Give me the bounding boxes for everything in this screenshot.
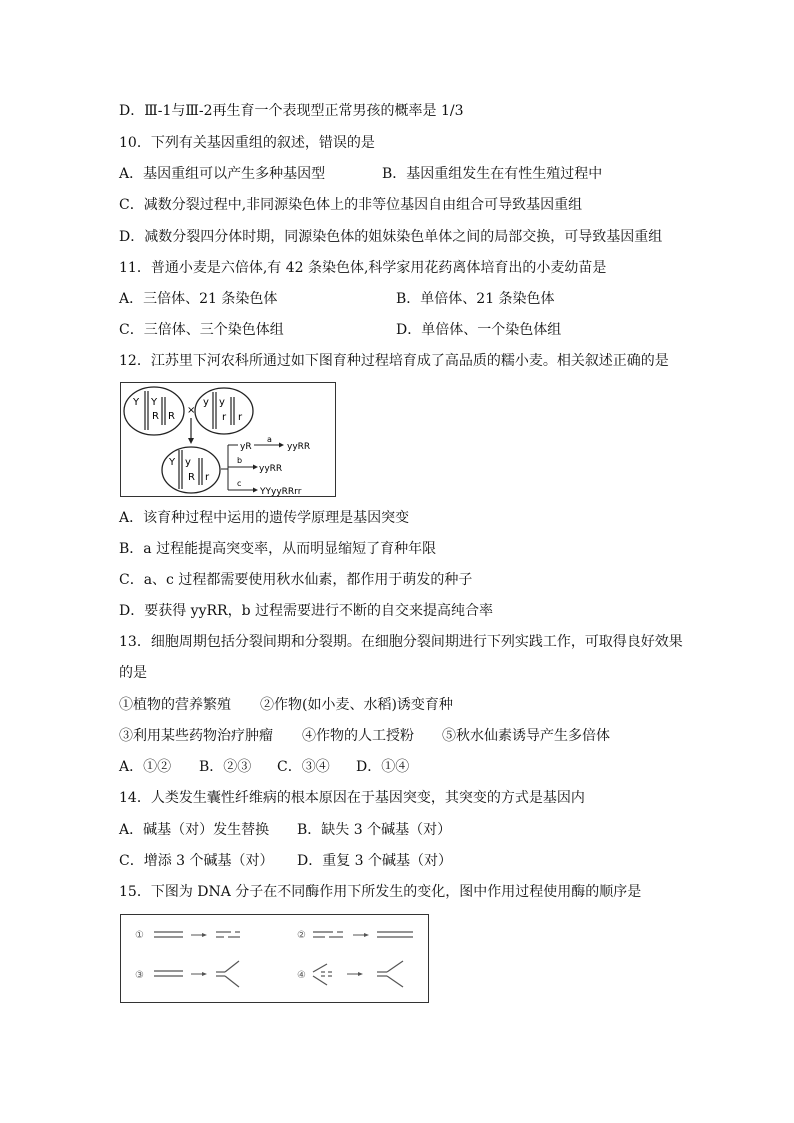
q10-option-a: A．基因重组可以产生多种基因型 <box>119 166 326 182</box>
label-2: ② <box>297 930 306 941</box>
f1-bottom-allele-r: r <box>205 472 210 483</box>
q13-item-4: ④作物的人工授粉 <box>302 728 414 744</box>
q12-option-d: D．要获得 yyRR，b 过程需要进行不断的自交来提高纯合率 <box>119 603 493 619</box>
q11-option-c: C．三倍体、三个染色体组 <box>119 322 284 338</box>
q12-option-c: C．a、c 过程都需要使用秋水仙素，都作用于萌发的种子 <box>119 572 473 588</box>
p2-top-allele: y <box>203 397 209 408</box>
label-3: ③ <box>135 970 144 981</box>
label-1: ① <box>135 930 144 941</box>
q13-option-c: C．③④ <box>277 759 330 775</box>
q11-option-b: B．单倍体、21 条染色体 <box>396 291 555 307</box>
q13-item-3: ③利用某些药物治疗肿瘤 <box>119 728 273 744</box>
path-a-label: a <box>267 435 272 444</box>
breeding-diagram-svg <box>121 383 335 496</box>
q11-option-a: A．三倍体、21 条染色体 <box>119 291 278 307</box>
f1-top-allele-r: y <box>185 457 191 468</box>
label-4: ④ <box>297 970 306 981</box>
parent2-cell <box>195 388 253 434</box>
q10-stem: 10．下列有关基因重组的叙述，错误的是 <box>119 135 375 151</box>
q14-option-b: B．缺失 3 个碱基（对） <box>297 822 452 838</box>
q10-option-b: B．基因重组发生在有性生殖过程中 <box>382 166 603 182</box>
q12-stem: 12．江苏里下河农科所通过如下图育种过程培育成了高品质的糯小麦。相关叙述正确的是 <box>119 353 669 369</box>
path-a-start: yR <box>240 442 252 452</box>
q13-item-5: ⑤秋水仙素诱导产生多倍体 <box>442 728 610 744</box>
q13-option-a: A．①② <box>119 759 172 775</box>
p2-top-allele-r: y <box>219 397 225 408</box>
q13-item-1: ①植物的营养繁殖 <box>119 697 231 713</box>
dna-enzyme-diagram <box>120 914 429 1003</box>
p2-bottom-allele-r: r <box>238 412 243 423</box>
q14-stem: 14．人类发生囊性纤维病的根本原因在于基因突变，其突变的方式是基因内 <box>119 790 585 806</box>
p1-bottom-allele-r: R <box>168 411 175 422</box>
q11-stem: 11．普通小麦是六倍体,有 42 条染色体,科学家用花药离体培育出的小麦幼苗是 <box>119 260 607 276</box>
q13-stem-line2: 的是 <box>119 665 147 681</box>
dna-enzyme-diagram-svg <box>121 915 428 1002</box>
q13-option-d: D．①④ <box>356 759 410 775</box>
path-c-label: c <box>237 479 242 488</box>
q13-stem-line1: 13．细胞周期包括分裂间期和分裂期。在细胞分裂间期进行下列实践工作，可取得良好效果 <box>119 634 683 650</box>
p2-bottom-allele: r <box>222 412 227 423</box>
q14-option-a: A．碱基（对）发生替换 <box>119 822 270 838</box>
q10-option-d: D．减数分裂四分体时期，同源染色体的姐妹染色单体之间的局部交换，可导致基因重组 <box>119 229 663 245</box>
q15-stem: 15．下图为 DNA 分子在不同酶作用下所发生的变化，图中作用过程使用酶的顺序是 <box>119 884 642 900</box>
q11-option-d: D．单倍体、一个染色体组 <box>396 322 562 338</box>
p1-top-allele-r: Y <box>151 397 158 408</box>
q10-option-c: C．减数分裂过程中,非同源染色体上的非等位基因自由组合可导致基因重组 <box>119 197 583 213</box>
f1-top-allele: Y <box>169 457 176 468</box>
path-b-result: yyRR <box>259 464 283 474</box>
q14-option-d: D．重复 3 个碱基（对） <box>297 853 453 869</box>
q12-option-a: A．该育种过程中运用的遗传学原理是基因突变 <box>119 510 410 526</box>
breeding-diagram <box>120 382 336 497</box>
f1-cell <box>162 447 220 493</box>
path-a-result: yyRR <box>287 442 311 452</box>
f1-bottom-allele: R <box>188 472 195 483</box>
q13-item-2: ②作物(如小麦、水稻)诱变育种 <box>260 697 453 713</box>
q14-option-c: C．增添 3 个碱基（对） <box>119 853 274 869</box>
q9-option-d: D．Ⅲ-1与Ⅲ-2再生育一个表现型正常男孩的概率是 1/3 <box>119 103 464 119</box>
q12-option-b: B．a 过程能提高突变率，从而明显缩短了育种年限 <box>119 541 437 557</box>
path-b-label: b <box>237 456 243 465</box>
cross-symbol: × <box>187 405 196 416</box>
q13-option-b: B．②③ <box>199 759 252 775</box>
path-c-result: YYyyRRrr <box>260 487 302 496</box>
p1-top-allele: Y <box>133 397 140 408</box>
p1-bottom-allele: R <box>152 411 159 422</box>
